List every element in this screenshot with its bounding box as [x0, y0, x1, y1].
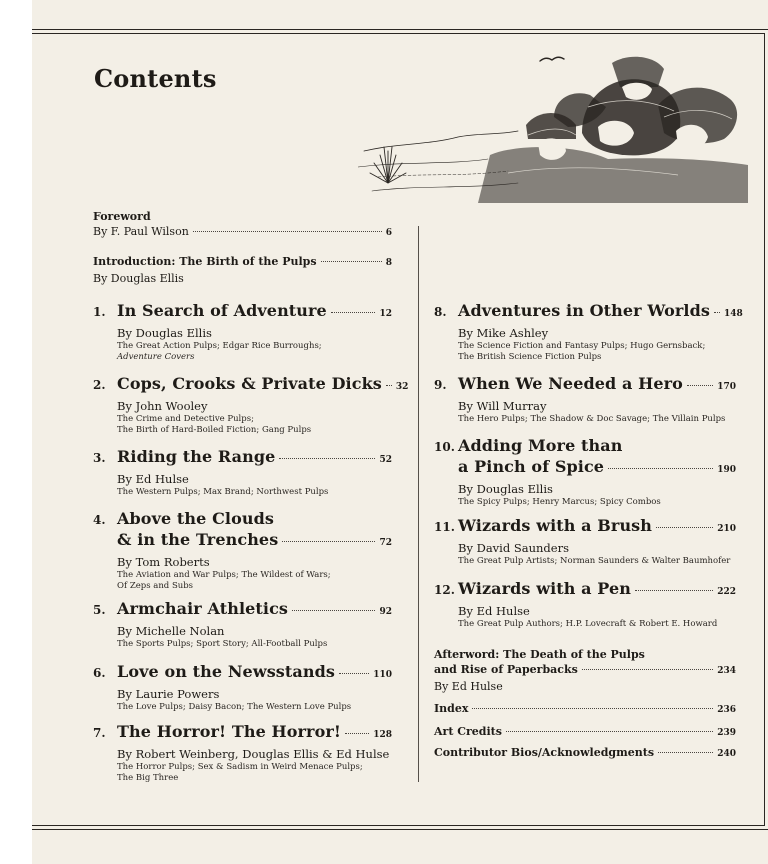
- dot-leader: [656, 527, 713, 528]
- chapter-title: Cops, Crooks & Private Dicks: [117, 374, 382, 393]
- page-number: 222: [717, 587, 736, 597]
- chapter-title-line2: & in the Trenches: [117, 530, 279, 549]
- chapter-entry[interactable]: [93, 599, 392, 650]
- chapter-description: The Great Pulp Authors; H.P. Lovecraft & Robert E. Howard: [458, 619, 718, 629]
- chapter-number: 9.: [434, 378, 447, 392]
- introduction-entry[interactable]: [93, 254, 392, 286]
- chapter-title: Riding the Range: [117, 447, 276, 466]
- dot-leader: [658, 752, 713, 753]
- dot-leader: [386, 385, 392, 386]
- afterword-title: Afterword: The Death of the Pulps: [434, 648, 645, 661]
- page-number: 72: [379, 538, 392, 548]
- chapter-title: The Horror! The Horror!: [117, 722, 341, 741]
- page-number: 190: [717, 465, 736, 475]
- page-number: 6: [385, 228, 392, 238]
- chapter-description: The Horror Pulps; Sex & Sadism in Weird Menace Pulps; The Big Three: [117, 762, 363, 783]
- dot-leader: [472, 708, 713, 709]
- page-number: 170: [717, 382, 736, 392]
- chapter-description: The Science Fiction and Fantasy Pulps; Hugo Gernsback; The British Science Fiction Pulps: [458, 341, 706, 362]
- column-divider: [418, 226, 419, 782]
- foreword-byline: By F. Paul Wilson: [93, 225, 189, 238]
- bird-icon: [540, 57, 564, 61]
- chapter-number: 11.: [434, 520, 455, 534]
- page-number: 210: [717, 524, 736, 534]
- chapter-author: By Tom Roberts: [117, 555, 210, 569]
- chapter-title: Above the Clouds: [117, 509, 275, 528]
- dot-leader: [193, 231, 382, 232]
- chapter-description: The Spicy Pulps; Henry Marcus; Spicy Combos: [458, 497, 661, 507]
- chapter-description: The Western Pulps; Max Brand; Northwest Pulps: [117, 487, 329, 497]
- chapter-title: Wizards with a Pen: [458, 579, 632, 598]
- page-title: Contents: [94, 64, 217, 93]
- chapter-entry[interactable]: [93, 662, 392, 713]
- page-number: 92: [379, 607, 392, 617]
- chapter-author: By Mike Ashley: [458, 326, 549, 340]
- art-credits-title: Art Credits: [434, 725, 502, 738]
- chapter-entry[interactable]: [93, 509, 392, 592]
- contributor-bios-title: Contributor Bios/Acknowledgments: [434, 746, 655, 759]
- afterword-entry[interactable]: [434, 647, 736, 694]
- introduction-title: Introduction: The Birth of the Pulps: [93, 255, 317, 268]
- page-number: 110: [373, 670, 392, 680]
- chapter-author: By David Saunders: [458, 541, 569, 555]
- chapter-title: Adding More than: [458, 436, 623, 455]
- chapter-entry[interactable]: [434, 436, 736, 508]
- chapter-number: 7.: [93, 726, 106, 740]
- chapter-number: 10.: [434, 440, 455, 454]
- chapter-description: The Aviation and War Pulps; The Wildest of Wars; Of Zeps and Subs: [117, 570, 331, 591]
- chapter-number: 3.: [93, 451, 106, 465]
- dot-leader: [279, 458, 375, 459]
- foreword-title: Foreword: [93, 210, 151, 223]
- page-number: 240: [717, 749, 736, 759]
- chapter-entry[interactable]: [434, 516, 736, 567]
- chapter-description: The Sports Pulps; Sport Story; All-Football Pulps: [117, 639, 328, 649]
- chapter-entry[interactable]: [93, 301, 392, 363]
- chapter-author: By Laurie Powers: [117, 687, 220, 701]
- chapter-author: By Douglas Ellis: [117, 326, 212, 340]
- dot-leader: [635, 590, 713, 591]
- cactus-icon: [370, 147, 406, 183]
- chapter-author: By Will Murray: [458, 399, 547, 413]
- chapter-number: 1.: [93, 305, 106, 319]
- dot-leader: [292, 610, 375, 611]
- dot-leader: [714, 312, 720, 313]
- chapter-number: 12.: [434, 583, 455, 597]
- dot-leader: [506, 731, 713, 732]
- chapter-title: Wizards with a Brush: [458, 516, 653, 535]
- page-number: 148: [723, 309, 743, 319]
- chapter-number: 5.: [93, 603, 106, 617]
- contributor-bios-entry[interactable]: [434, 745, 736, 762]
- chapter-description: The Great Action Pulps; Edgar Rice Burroughs; Adventure Covers: [117, 341, 322, 362]
- contents-page: [32, 0, 768, 864]
- chapter-description: The Great Pulp Artists; Norman Saunders & Walter Baumhofer: [458, 556, 731, 566]
- index-title: Index: [434, 702, 469, 715]
- dot-leader: [345, 733, 369, 734]
- chapter-entry[interactable]: [93, 722, 392, 784]
- index-entry[interactable]: [434, 701, 736, 718]
- chapter-description: The Love Pulps; Daisy Bacon; The Western Love Pulps: [117, 702, 352, 712]
- chapter-title: Armchair Athletics: [117, 599, 289, 618]
- chapter-entry[interactable]: [434, 579, 736, 630]
- page-number: 8: [385, 258, 392, 268]
- dot-leader: [331, 312, 376, 313]
- chapter-description: The Crime and Detective Pulps; The Birth of Hard-Boiled Fiction; Gang Pulps: [117, 414, 312, 435]
- chapter-title: Adventures in Other Worlds: [458, 301, 710, 320]
- pulp-heroes-illustration: [358, 47, 748, 203]
- chapter-entry[interactable]: [434, 301, 743, 363]
- art-credits-entry[interactable]: [434, 724, 736, 741]
- chapter-number: 8.: [434, 305, 447, 319]
- chapter-description: The Hero Pulps; The Shadow & Doc Savage; The Villain Pulps: [458, 414, 726, 424]
- afterword-byline: By Ed Hulse: [434, 680, 503, 693]
- foreword-entry[interactable]: [93, 209, 392, 241]
- chapter-number: 4.: [93, 513, 106, 527]
- page-number: 239: [717, 728, 736, 738]
- dot-leader: [582, 669, 713, 670]
- chapter-title-line2: a Pinch of Spice: [458, 457, 605, 476]
- dot-leader: [321, 261, 382, 262]
- chapter-title: Love on the Newsstands: [117, 662, 335, 681]
- chapter-author: By Michelle Nolan: [117, 624, 225, 638]
- chapter-author: By Ed Hulse: [458, 604, 530, 618]
- chapter-entry[interactable]: [93, 447, 392, 498]
- chapter-author: By Douglas Ellis: [458, 482, 553, 496]
- page-number: 234: [717, 666, 736, 676]
- chapter-entry[interactable]: [434, 374, 736, 425]
- dot-leader: [339, 673, 369, 674]
- dot-leader: [687, 385, 713, 386]
- afterword-title-line2: and Rise of Paperbacks: [434, 663, 578, 676]
- dot-leader: [608, 468, 713, 469]
- chapter-number: 6.: [93, 666, 106, 680]
- chapter-author: By Ed Hulse: [117, 472, 189, 486]
- chapter-author: By Robert Weinberg, Douglas Ellis & Ed Hulse: [117, 747, 390, 761]
- introduction-byline: By Douglas Ellis: [93, 272, 184, 285]
- chapter-number: 2.: [93, 378, 106, 392]
- page-number: 128: [373, 730, 392, 740]
- chapter-entry[interactable]: [93, 374, 409, 436]
- chapter-title: When We Needed a Hero: [458, 374, 683, 393]
- chapter-title: In Search of Adventure: [117, 301, 327, 320]
- dot-leader: [282, 541, 375, 542]
- page-number: 52: [379, 455, 392, 465]
- chapter-author: By John Wooley: [117, 399, 208, 413]
- page-number: 12: [379, 309, 392, 319]
- page-number: 32: [395, 382, 409, 392]
- page-number: 236: [717, 705, 736, 715]
